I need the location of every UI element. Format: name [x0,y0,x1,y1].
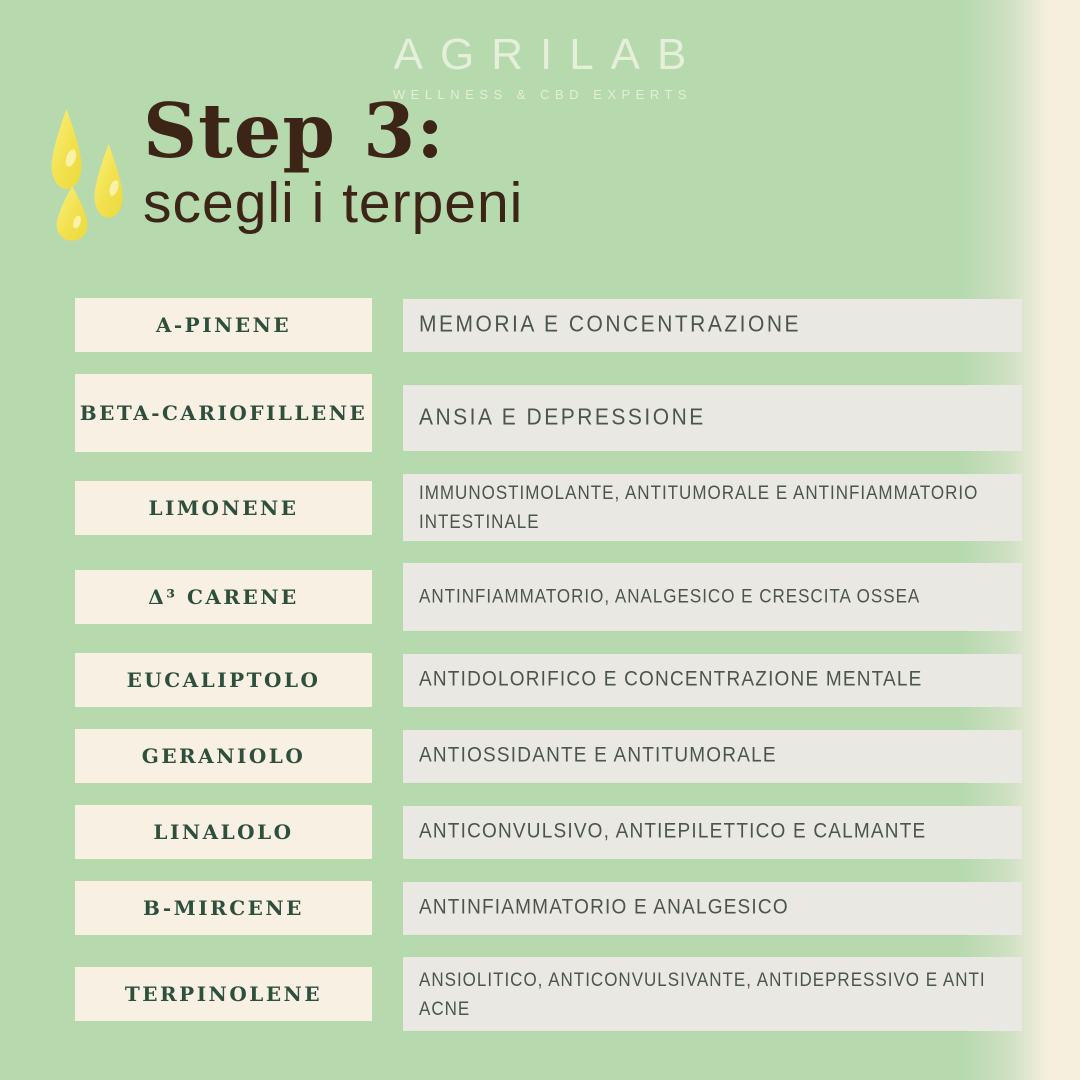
terpene-name: BETA-CARIOFILLENE [79,401,368,425]
terpene-name: LIMONENE [148,495,299,520]
terpene-name-box [75,881,372,935]
title-block [143,87,524,235]
table-row [75,298,1022,352]
terpene-effect-box [403,957,1022,1031]
table-row [75,653,1022,707]
terpene-effect-box [403,385,1022,451]
table-row [75,474,1022,541]
terpene-effect: ANTICONVULSIVO, ANTIEPILETTICO E CALMANTE [419,819,927,843]
terpene-effect: IMMUNOSTIMOLANTE, ANTITUMORALE E ANTINFIAMMATORIO INTESTINALE [419,482,979,533]
terpene-effect-box [403,654,1022,707]
terpene-name-box [75,805,372,859]
terpene-name-box [75,374,372,452]
terpene-effect: ANTINFIAMMATORIO, ANALGESICO E CRESCITA OSSEA [419,586,921,608]
terpene-effect: ANSIOLITICO, ANTICONVULSIVANTE, ANTIDEPRESSIVO E ANTI ACNE [419,968,986,1019]
table-row [75,881,1022,935]
subtitle: scegli i terpeni [143,171,524,235]
oil-drops-icon [38,106,133,244]
terpene-effect: ANSIA E DEPRESSIONE [419,404,706,431]
terpene-table [75,298,1022,1031]
table-row [75,805,1022,859]
terpene-name: LINALOLO [153,820,294,844]
terpene-name-box [75,481,372,535]
terpene-name-box [75,967,372,1021]
table-row [75,957,1022,1031]
terpene-effect: ANTINFIAMMATORIO E ANALGESICO [419,895,789,919]
terpene-effect: MEMORIA E CONCENTRAZIONE [419,311,802,338]
terpene-name-box [75,729,372,783]
terpene-name-box [75,570,372,624]
terpene-effect-box [403,563,1022,631]
terpene-effect: ANTIDOLORIFICO E CONCENTRAZIONE MENTALE [419,667,923,691]
terpene-effect-box [403,730,1022,783]
terpene-name: EUCALIPTOLO [126,668,321,692]
terpene-name: TERPINOLENE [124,982,323,1006]
brand-tagline: WELLNESS & CBD EXPERTS [392,87,693,102]
terpene-name-box [75,298,372,352]
table-row [75,563,1022,631]
brand-name: AGRILAB [393,30,704,79]
terpene-effect-box [403,299,1022,352]
table-row [75,729,1022,783]
table-row [75,374,1022,452]
step-heading: Step 3: [143,87,445,175]
terpene-name: B-MIRCENE [143,896,304,920]
terpene-name: GERANIOLO [141,744,306,768]
terpene-name: A-PINENE [155,313,292,337]
terpene-name: Δ³ CARENE [148,585,299,609]
terpene-effect-box [403,806,1022,859]
terpene-effect-box [403,882,1022,935]
terpene-name-box [75,653,372,707]
terpene-effect: ANTIOSSIDANTE E ANTITUMORALE [419,743,777,767]
terpene-effect-box [403,474,1022,541]
